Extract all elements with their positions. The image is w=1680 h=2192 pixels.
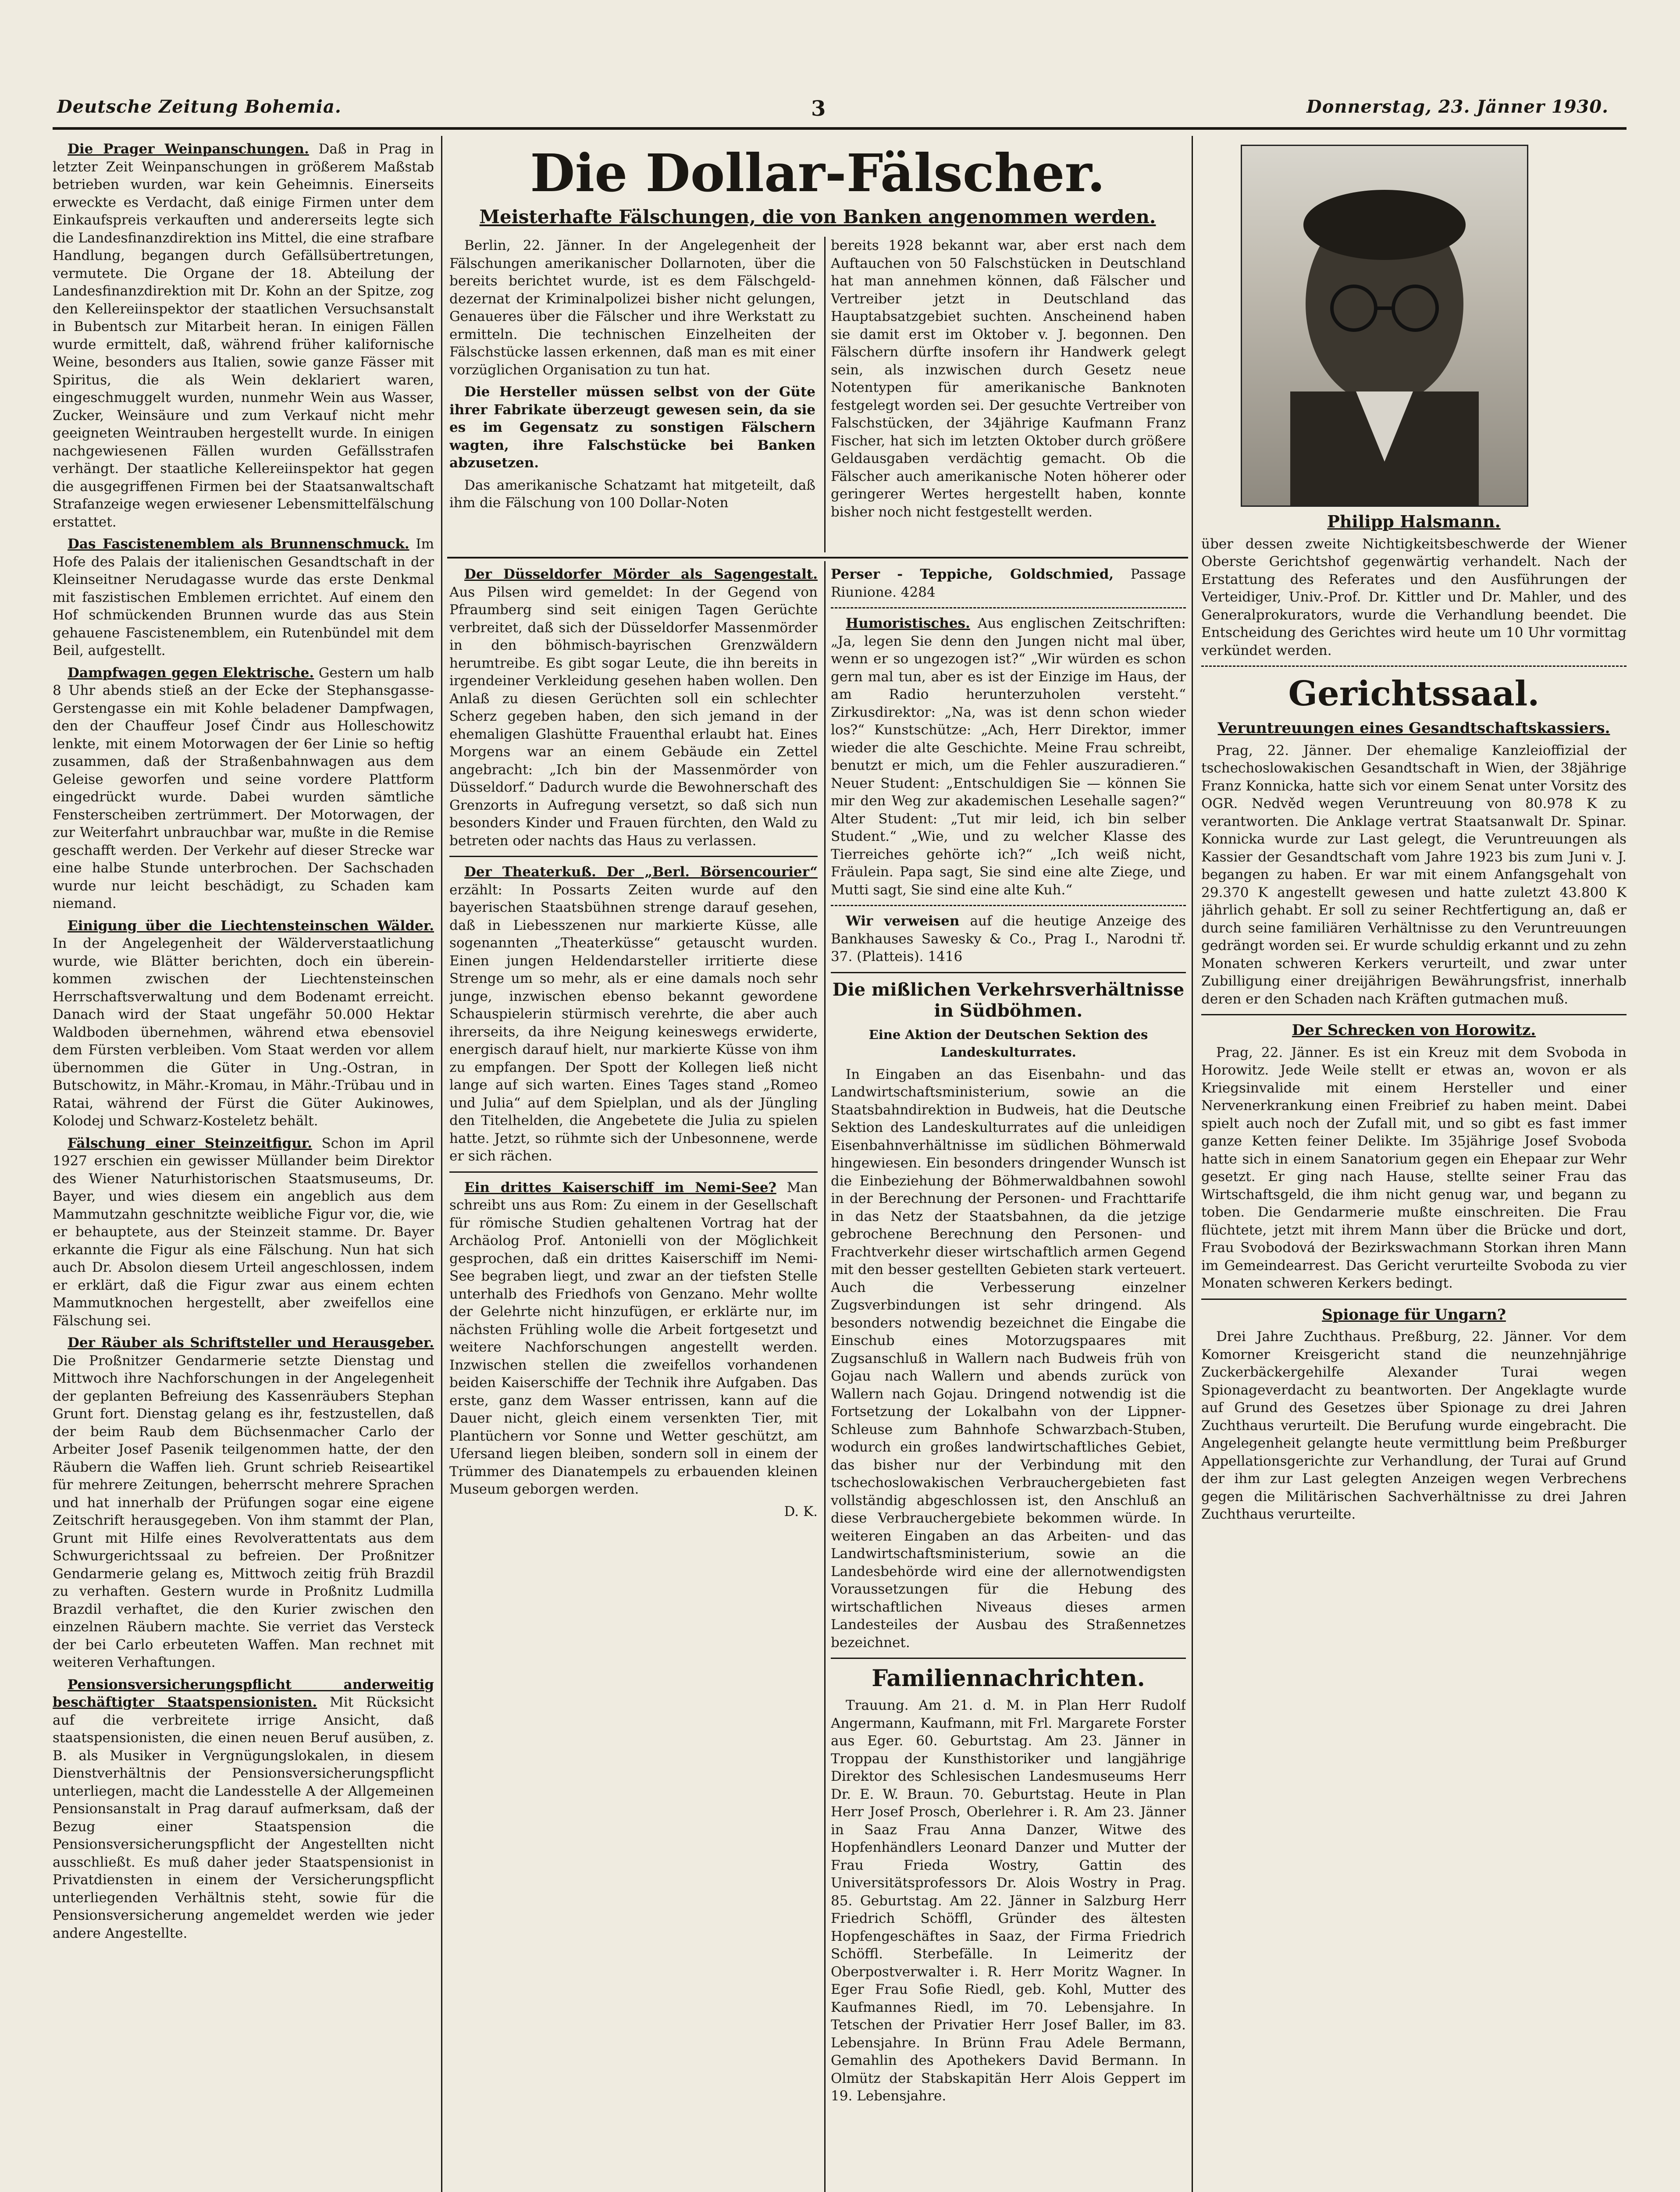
page-number: 3 — [811, 96, 826, 121]
lead-column-right — [831, 237, 1186, 552]
article-title: Spionage für Ungarn? — [1322, 1306, 1506, 1324]
article-text: Prag, 22. Jänner. Der ehemalige Kanzleioffizial der tschechoslowakischen Gesandtschaft in Wien, der 38jährige Franz Konnicka, hatte sich vor einem Senat unter Vorsitz des OGR. Nedvěd wegen Veruntreuung von 80.978 K zu verantworten. Die Anklage vertrat Staatsanwalt Dr. Spinar. Konnicka wurde zur Last gelegt, die Veruntreuungen als Kassier der Gesandtschaft vom Jahre 1923 bis zum Juni v. J. begangen zu haben. Er war mit einem Anfangsgehalt von 29.370 K angestellt gewesen und hatte zuletzt 43.800 K jährlich gehabt. Er soll zu seiner Rechtfertigung an, daß er durch seine familiären Verhältnisse zu den Veruntreuungen gedrängt worden sei. Er wurde schuldig erkannt und zu zehn Monaten schweren Kerkers verurteilt, und zwar unter Zubilligung einer dreijährigen Bewährungsfrist, innerhalb deren er den Schaden nach Kräften gutmachen muß. — [1201, 742, 1627, 1007]
column-3 — [831, 566, 1186, 2192]
article-title: Der Räuber als Schriftsteller und Herausgeber. — [68, 1335, 434, 1351]
ad-text: Passage Riunione. 4284 — [831, 566, 1186, 600]
divider — [1201, 665, 1627, 667]
lead-column-left — [449, 237, 815, 552]
article-text: Drei Jahre Zuchthaus. Preßburg, 22. Jänner. Vor dem Komorner Kreisgericht stand die neunzehnjährige Zuckerbäckergehilfe Alexander Turai wegen Spionageverdacht zu beantworten. Der Angeklagte wurde auf Grund des Gesetzes über Spionage zu drei Jahren Zuchthaus verurteilt. Die Berufung wurde eingebracht. Die Angelegenheit gelangte heute vermittlung beim Preßburger Appellationsgerichte zur Verhandlung, der Turai auf Grund der ihm zur Last gelegten Anzeigen wegen Verbrechens gegen die Militärischen Sachverhältnisse zu drei Jahren Zuchthaus verurteilte. — [1201, 1329, 1627, 1522]
article-title: Der Theaterkuß. Der „Berl. Börsencourier“ — [464, 864, 818, 880]
article-title: Veruntreuungen eines Gesandtschaftskassiers. — [1217, 719, 1610, 737]
article-text: erzählt: In Possarts Zeiten wurde auf den bayerischen Staatsbühnen strenge darauf gesehen, daß in Liebesszenen nur markierte Küsse, alle sogenannten „Theaterküsse“ getauscht wurden. Einen jungen Heldendarsteller irritierte diese Strenge um so mehr, als er eine damals noch sehr junge, inzwischen ebenso bekannt gewordene Schauspielerin stürmisch verehrte, die aber auch ihrerseits, da ihre Neigung keineswegs erwiderte, energisch darauf hielt, nur markierte Küsse von ihm zu empfangen. Der Spott der Kollegen ließ nicht lange auf sich warten. Eines Tages stand „Romeo und Julia“ auf dem Spielplan, und als der Jüngling den Titelhelden, die Angebetete die Julia zu spielen hatte. Jetzt, so rühmte sich der Unbesonnene, werde er sich rächen. — [449, 882, 818, 1164]
photo-text: über dessen zweite Nichtigkeitsbeschwerde der Wiener Oberste Gerichtshof gegenwärtig verhandelt. Nach der Erstattung des Referates und den Ausführungen der Verteidiger, Univ.-Prof. Dr. Kittler und Dr. Mahler, und des Generalprokurators, wurde die Verhandlung beendet. Die Entscheidung des Gerichtes wird heute um 10 Uhr vormittag verkündet werden. — [1201, 536, 1627, 658]
divider — [1201, 1299, 1627, 1300]
section-title: Familiennachrichten. — [872, 1665, 1145, 1692]
photo-caption: Philipp Halsmann. — [1327, 513, 1501, 531]
article-title: Fälschung einer Steinzeitfigur. — [68, 1135, 313, 1151]
lead-text-bold: Die Hersteller müssen selbst von der Güte ihrer Fabrikate überzeugt gewesen sein, da sie es im Gegensatz zu sonstigen Fälschern wagten, ihre Falschstücke bei Banken abzusetzen. — [449, 384, 815, 471]
article-title: Pensionsversicherungspflicht anderweitig beschäftigter Staatspensionisten. — [53, 1676, 434, 1710]
notice-text: auf die heutige Anzeige des Bankhauses Sawesky & Co., Prag I., Narodni tř. 37. (Platteis). 1416 — [831, 913, 1186, 964]
article-title: Dampfwagen gegen Elektrische. — [68, 665, 314, 681]
ad-title: Perser - Teppiche, Goldschmied, — [831, 566, 1114, 582]
article-title: Einigung über die Liechtensteinschen Wälder. — [68, 918, 434, 934]
article-text: Gestern um halb 8 Uhr abends stieß an der Ecke der Stephansgasse-Gerstengasse ein mit Kohle beladener Dampfwagen, den der Chauffeur Josef Čindr aus Holleschowitz lenkte, mit einem Motorwagen der 6er Linie so heftig zusammen, daß der Straßenbahnwagen aus dem Geleise geworfen und seine vordere Plattform eingedrückt wurde. Dabei wurden sämtliche Fensterscheiben zertrümmert. Der Motorwagen, der zur Weiterfahrt unbrauchbar war, mußte in die Remise geschafft werden. Der Verkehr auf dieser Strecke war eine halbe Stunde unterbrochen. Der Sachschaden wurde nur leicht beschädigt, zu Schaden kam niemand. — [53, 665, 434, 911]
article-text: Schon im April 1927 erschien ein gewisser Müllander beim Direktor des Wiener Naturhistorischen Staatsmuseums, Dr. Bayer, und wies diesem ein angeblich aus dem Mammutzahn geschnitzte weibliche Figur vor, die, wie er behauptete, aus der Steinzeit stamme. Dr. Bayer erkannte die Figur als eine Fälschung. Nun hat sich auch Dr. Absolon diesem Urteil angeschlossen, indem er erklärt, daß die Figur zwar aus einem echten Mammutknochen hergestellt, aber zweifellos eine Fälschung sei. — [53, 1135, 434, 1329]
divider — [831, 905, 1186, 906]
article-title: Der Düsseldorfer Mörder als Sagengestalt. — [464, 566, 818, 582]
column-2 — [449, 566, 818, 2192]
masthead-right: Donnerstag, 23. Jänner 1930. — [1306, 96, 1609, 117]
article-text: In Eingaben an das Eisenbahn- und das Landwirtschaftsministerium, sowie an die Staatsbahndirektion in Budweis, hat die Deutsche Sektion des Landeskulturrates auf die unleidigen Eisenbahnverhältnisse im südlichen Böhmerwald hingewiesen. Ein besonders dringender Wunsch ist die Einbeziehung der Böhmerwaldbahnen sowohl in der Berechnung der Personen- und Frachttarife in das Netz der Staatsbahnen, da die jetzige gebrochene Berechnung den Personen- und Frachtverkehr dieser wirtschaftlich armen Gegend mit den besser gestellten Gebieten stark verteuert. Auch die Verbesserung einzelner Zugsverbindungen ist sehr dringend. Als besonders notwendig bezeichnet die Eingabe die Einschub eines Motorzugspaares mit Zugsanschluß in Wallern nach Budweis früh von Gojau nach Wallern und abends zurück von Wallern nach Gojau. Dringend notwendig ist die Fortsetzung der Lokalbahn von der Lippner-Schleuse zum Bahnhofe Schwarzbach-Stuben, wodurch ein großes landwirtschaftliches Gebiet, das bisher nur der Verbindung mit den tschechoslowakischen Verbrauchergebieten fast vollständig abgeschlossen ist, den Anschluß an diese Verbrauchergebiete bekommen würde. In weiteren Eingaben an das Arbeiten- und das Landwirtschaftsministerium, sowie an die Landesbehörde wird eine der allernotwendigsten Voraussetzungen für die Hebung des wirtschaftlichen Niveaus dieses armen Landesteiles der Ausbau des Straßennetzes bezeichnet. — [831, 1066, 1186, 1651]
portrait-photo — [1241, 145, 1528, 507]
article-title: Humoristisches. — [846, 616, 970, 631]
portrait-icon — [1242, 146, 1527, 505]
lead-column-rule — [824, 237, 826, 552]
column-rule — [1192, 136, 1193, 2192]
article-text: Man schreibt uns aus Rom: Zu einem in der Gesellschaft für römische Studien gehaltenen Vortrag hat der Archäolog Prof. Antonielli von der Möglichkeit gesprochen, daß ein drittes Kaiserschiff im Nemi-See begraben liegt, und zwar an der tiefsten Stelle unterhalb des Friedhofs von Genzano. Mehr wollte der Gelehrte nicht hinzufügen, er erklärte nur, im nächsten Frühling wolle die Arbeit fortgesetzt und weitere Nachforschungen angestellt werden. Inzwischen stellen die zweifellos vorhandenen beiden Kaiserschiffe der Technik ihre Aufgaben. Das erste, ganz dem Wasser entrissen, kann auf die Dauer nicht, gleich einem versenkten Tier, mit Plantüchern vor Sonne und Wetter geschützt, am Ufersand liegen bleiben, sondern soll in einem der Trümmer des Dianatempels zu erbauenden kleinen Museum geborgen werden. — [449, 1179, 818, 1497]
lead-text: Berlin, 22. Jänner. In der Angelegenheit der Fälschungen amerikanischer Dollarnoten, über die bereits berichtet wurde, ist es dem Fälschgeld-dezernat der Kriminalpolizei bisher nicht gelungen, Genaueres über die Fälscher und ihre Werkstatt zu ermitteln. Die technischen Einzelheiten der Fälschstücke lassen erkennen, daß man es mit einer vorzüglichen Organisation zu tun hat. — [449, 238, 815, 378]
column-rule — [824, 561, 826, 2192]
article-text: Im Hofe des Palais der italienischen Gesandtschaft in der Kleinseitner Nerudagasse wurde das erste Denkmal mit faszistischen Emblemen errichtet. Auf einem den Hof schmückenden Brunnen wurde das aus Stein gehauene Fascistenemblem, ein Rutenbündel mit dem Beil, aufgestellt. — [53, 536, 434, 658]
divider — [831, 607, 1186, 608]
article-title: Die Prager Weinpanschungen. — [68, 141, 309, 157]
article-text: Daß in Prag in letzter Zeit Weinpanschungen in größerem Maßstab betrieben wurden, war kein Geheimnis. Einerseits erweckte es Verdacht, daß einige Firmen unter dem Einkaufspreis verkauften und andererseits legte sich die Landesfinanzdirektion ins Mittel, die eine strafbare Handlung, begangen durch Gefällsübertretungen, vermutete. Die Organe der 18. Abteilung der Landesfinanzdirektion mit Dr. Kohn an der Spitze, zog den Kellereiinspektor der staatlichen Versuchsanstalt in Bubentsch zur Mitarbeit heran. In einigen Fällen wurde ermittelt, daß, während früher kalifornische Weine, besonders aus Italien, sowie ganze Fässer mit Spiritus, die als Wein deklariert waren, eingeschmuggelt wurden, nunmehr Wein aus Wasser, Zucker, Weinsäure und zum Verkauf nicht mehr geeigneten Weintrauben hergestellt wurde. In einigen nachgewiesenen Fällen wurden Gefällsstrafen verhängt. Der staatliche Kellereiinspektor hat gegen die ausgegriffenen Firmen bei der Staatsanwaltschaft Strafanzeige wegen erwiesener Lebensmittelfälschung erstattet. — [53, 141, 434, 530]
article-text: In der Angelegenheit der Wälderverstaatlichung wurde, wie Blätter berichten, doch ein übereinkommen zwischen der Liechtensteinschen Herrschaftsverwaltung und dem Bodenamt erreicht. Danach wird der Staat ungefähr 50.000 Hektar Waldboden übernehmen, während etwa ebensoviel dem Fürsten verbleiben. Vom Staat werden vor allem übernommen die Güter in Ung.-Ostran, in Butschowitz, in Mähr.-Kromau, in Mähr.-Trübau und in Ratai, während der Fürst die Güter Aukinowes, Kolodej und Schwarz-Kosteletz behält. — [53, 936, 434, 1129]
section-title: Gerichtssaal. — [1288, 674, 1540, 714]
article-text: Mit Rücksicht auf die verbreitete irrige Ansicht, daß staatspensionisten, die einen neuen Beruf ausüben, z. B. als Musiker in Vergnügungslokalen, in diesem Dienstverhältnis der Pensionsversicherungspflicht unterliegen, macht die Landesstelle A der Allgemeinen Pensionsanstalt in Prag darauf aufmerksam, daß der Bezug einer Staatspension die Pensionsversicherungspflicht der Angestellten nicht ausschließt. Es muß daher jeder Staatspensionist in Privatdiensten in einem der Versicherungspflicht unterliegenden Verhältnis steht, sowie für die Pensionsversicherung angemeldet werden wie jeder andere Angestellte. — [53, 1694, 434, 1941]
notice-title: Wir verweisen — [846, 913, 960, 929]
divider — [831, 1658, 1186, 1659]
lead-headline: Die Dollar-Fälscher. — [530, 142, 1105, 203]
lead-subheadline: Meisterhafte Fälschungen, die von Banken angenommen werden. — [479, 206, 1156, 228]
column-1 — [53, 140, 434, 2192]
divider — [449, 1171, 818, 1173]
article-text: Die Proßnitzer Gendarmerie setzte Dienstag und Mittwoch ihre Nachforschungen in der Angelegenheit der geplanten Befreiung des Kassenräubers Stephan Grunt fort. Dienstag gelang es ihr, festzustellen, daß der beim Raub dem Büchsenmacher Carlo der Arbeiter Josef Pasenik teilgenommen hatte, der den Räubern die Waffen lieh. Grunt schrieb Reiseartikel für mehrere Zeitungen, beherrscht mehrere Sprachen und hat innerhalb der Prüfungen sogar eine eigene Zeitschrift herausgegeben. Von ihm stammt der Plan, Grunt mit Hilfe eines Revolverattentats aus dem Schwurgerichtssaal zu befreien. Der Proßnitzer Gendarmerie gelang es, Mittwoch zeitig früh Brazdil zu verhaften. Gestern wurde in Proßnitz Ludmilla Brazdil verhaftet, die den Kurier zwischen den einzelnen Räubern machte. Sie verriet das Versteck der bei Carlo erbeuteten Waffen. Man rechnet mit weiteren Verhaftungen. — [53, 1352, 434, 1670]
divider — [831, 972, 1186, 973]
lead-text-end: Das amerikanische Schatzamt hat mitgeteilt, daß ihm die Fälschung von 100 Dollar-Noten — [449, 477, 815, 511]
article-text: Aus Pilsen wird gemeldet: In der Gegend von Pfraumberg sind seit einigen Tagen Gerüchte verbreitet, daß sich der Düsseldorfer Massenmörder in den böhmisch-bayrischen Grenzwäldern herumtreibe. Es gibt sogar Leute, die ihn bereits in irgendeiner Verkleidung gesehen haben wollen. Den Anlaß zu diesen Gerüchten soll ein schlechter Scherz gegeben haben, den sich jemand in der ehemaligen Glashütte Frauenthal erlaubt hat. Eines Morgens war an einem Gebäude ein Zettel angebracht: „Ich bin der Massenmörder von Düsseldorf.“ Dadurch wurde die Bewohnerschaft des Grenzorts in Aufregung versetzt, so daß sich nun besonders Kinder und Frauen fürchten, den Wald zu betreten oder nachts das Haus zu verlassen. — [449, 584, 818, 849]
article-title: Die mißlichen Verkehrsverhältnisse in Südböhmen. — [832, 979, 1185, 1021]
article-title: Das Fascistenemblem als Brunnenschmuck. — [68, 536, 409, 552]
divider — [449, 856, 818, 857]
column-rule — [441, 136, 442, 2192]
article-title: Der Schrecken von Horowitz. — [1292, 1021, 1536, 1039]
family-text: Trauung. Am 21. d. M. in Plan Herr Rudolf Angermann, Kaufmann, mit Frl. Margarete Forster aus Eger. 60. Geburtstag. Am 23. Jänner in Troppau der Kunsthistoriker und langjährige Direktor des Schlesischen Landesmuseums Herr Dr. E. W. Braun. 70. Geburtstag. Heute in Plan Herr Josef Prosch, Oberlehrer i. R. Am 23. Jänner in Saaz Frau Anna Danzer, Witwe des Hopfenhändlers Leonard Danzer und Mutter der Frau Frieda Wostry, Gattin des Universitätsprofessors Dr. Alois Wostry in Prag. 85. Geburtstag. Am 22. Jänner in Salzburg Herr Friedrich Schöffl, Gründer des ältesten Hopfengeschäftes in Saaz, der Firma Friedrich Schöffl. Sterbefälle. In Leimeritz der Oberpostverwalter i. R. Herr Moritz Wagner. In Eger Frau Sofie Riedl, geb. Kohl, Mutter des Kaufmannes Riedl, im 70. Lebensjahre. In Tetschen der Privatier Herr Josef Baller, im 83. Lebensjahre. In Brünn Frau Adele Bermann, Gemahlin des Apothekers David Bermann. In Olmütz der Stabskapitän Herr Alois Geppert im 19. Lebensjahre. — [831, 1697, 1186, 2104]
article-text: Aus englischen Zeitschriften: „Ja, legen Sie denn den Jungen nicht mal über, wenn er so ungezogen ist?“ „Wir würden es schon gern mal tun, aber es ist der Einzige im Haus, der am Radio herunterzuholen versteht.“ Zirkusdirektor: „Na, was ist denn schon wieder los?“ Kunstschütze: „Ach, Herr Direktor, immer wieder die alte Geschichte. Meine Frau schreibt, benutzt er mich, um die Fehler auszuradieren.“ Neuer Student: „Entschuldigen Sie — können Sie mir den Weg zur akademischen Lesehalle sagen?“ Alter Student: „Tut mir leid, ich bin selber Student.“ „Wie, und zu welcher Klasse des Tierreiches gehörte ich?“ „Ich weiß nicht, Fräulein. Papa sagt, Sie sind eine alte Ziege, und Mutti sagt, Sie sind eine alte Kuh.“ — [831, 616, 1186, 898]
lead-bottom-rule — [447, 557, 1188, 559]
column-4 — [1201, 513, 1627, 2192]
masthead-left: Deutsche Zeitung Bohemia. — [57, 96, 342, 117]
lead-text-right: bereits 1928 bekannt war, aber erst nach dem Auftauchen von 50 Falschstücken in Deutschland hat man annehmen können, daß Fälscher und Vertreiber jetzt in Deutschland das Hauptabsatzgebiet suchten. Anscheinend haben sie damit erst im Oktober v. J. begonnen. Den Fälschern dürfte insofern ihr Handwerk gelegt sein, als inzwischen durch Gesetz neue Notentypen für amerikanische Banknoten festgelegt worden sei. Der gesuchte Vertreiber von Falschstücken, der 34jährige Kaufmann Franz Fischer, hat sich im letzten Oktober durch größere Geldausgaben verdächtig gemacht. Ob die Fälscher auch amerikanische Noten höherer oder geringerer Wertes hergestellt haben, konnte bisher noch nicht festgestellt werden. — [831, 238, 1186, 520]
masthead-rule — [53, 127, 1627, 130]
article-text: Prag, 22. Jänner. Es ist ein Kreuz mit dem Svoboda in Horowitz. Jede Weile stellt er etwas an, wovon er als Kriegsinvalide mit einem Hersteller und einer Nervenerkrankung einen Freibrief zu haben meint. Dabei spielt auch noch der Zufall mit, und so gibt es fast immer ganze Ketten feiner Delikte. Im 35jährige Josef Svoboda hatte sich in einem Sanatorium gegen ein Ehepaar zur Wehr gesetzt. Er ging nach Hause, stellte seiner Frau das Wirtschaftsgeld, die ihm nicht genug war, und begann zu toben. Die Gendarmerie mußte einschreiten. Die Frau flüchtete, jetzt mit ihrem Mann über die Brücke und dort, Frau Svobodová der Bezirkswachmann Storkan ihren Mann im Gemeindearrest. Das Gericht verurteilte Svoboda zu vier Monaten schweren Kerkers bedingt. — [1201, 1044, 1627, 1291]
divider — [1201, 1014, 1627, 1015]
article-title: Ein drittes Kaiserschiff im Nemi-See? — [464, 1179, 776, 1196]
signature: D. K. — [784, 1503, 818, 1519]
article-subtitle: Eine Aktion der Deutschen Sektion des Landeskulturrates. — [868, 1027, 1148, 1060]
